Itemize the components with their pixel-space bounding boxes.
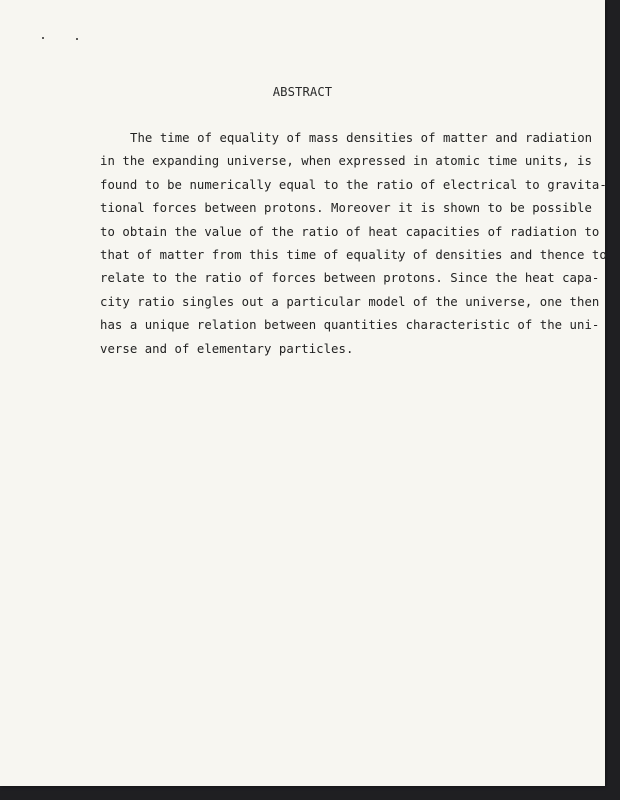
abstract-body bbox=[100, 127, 607, 361]
abstract-line: has a unique relation between quantities characteristic of the uni- bbox=[100, 318, 600, 333]
abstract-line: tional forces between protons. Moreover it is shown to be possible bbox=[100, 201, 592, 216]
abstract-line: in the expanding universe, when expressed in atomic time units, is bbox=[100, 154, 592, 169]
abstract-title: ABSTRACT bbox=[272, 85, 333, 99]
paper-speck bbox=[42, 37, 44, 39]
abstract-line: that of matter from this time of equality of densities and thence to bbox=[100, 247, 607, 262]
abstract-line: found to be numerically equal to the ratio of electrical to gravita- bbox=[100, 177, 607, 192]
abstract-line: verse and of elementary particles. bbox=[100, 341, 354, 356]
abstract-line: The time of equality of mass densities of matter and radiation bbox=[130, 131, 593, 145]
abstract-line: relate to the ratio of forces between protons. Since the heat capa- bbox=[100, 271, 600, 286]
paper-speck bbox=[76, 38, 78, 40]
abstract-line: city ratio singles out a particular model of the universe, one then bbox=[100, 294, 600, 309]
abstract-line: to obtain the value of the ratio of heat capacities of radiation to bbox=[100, 224, 600, 239]
